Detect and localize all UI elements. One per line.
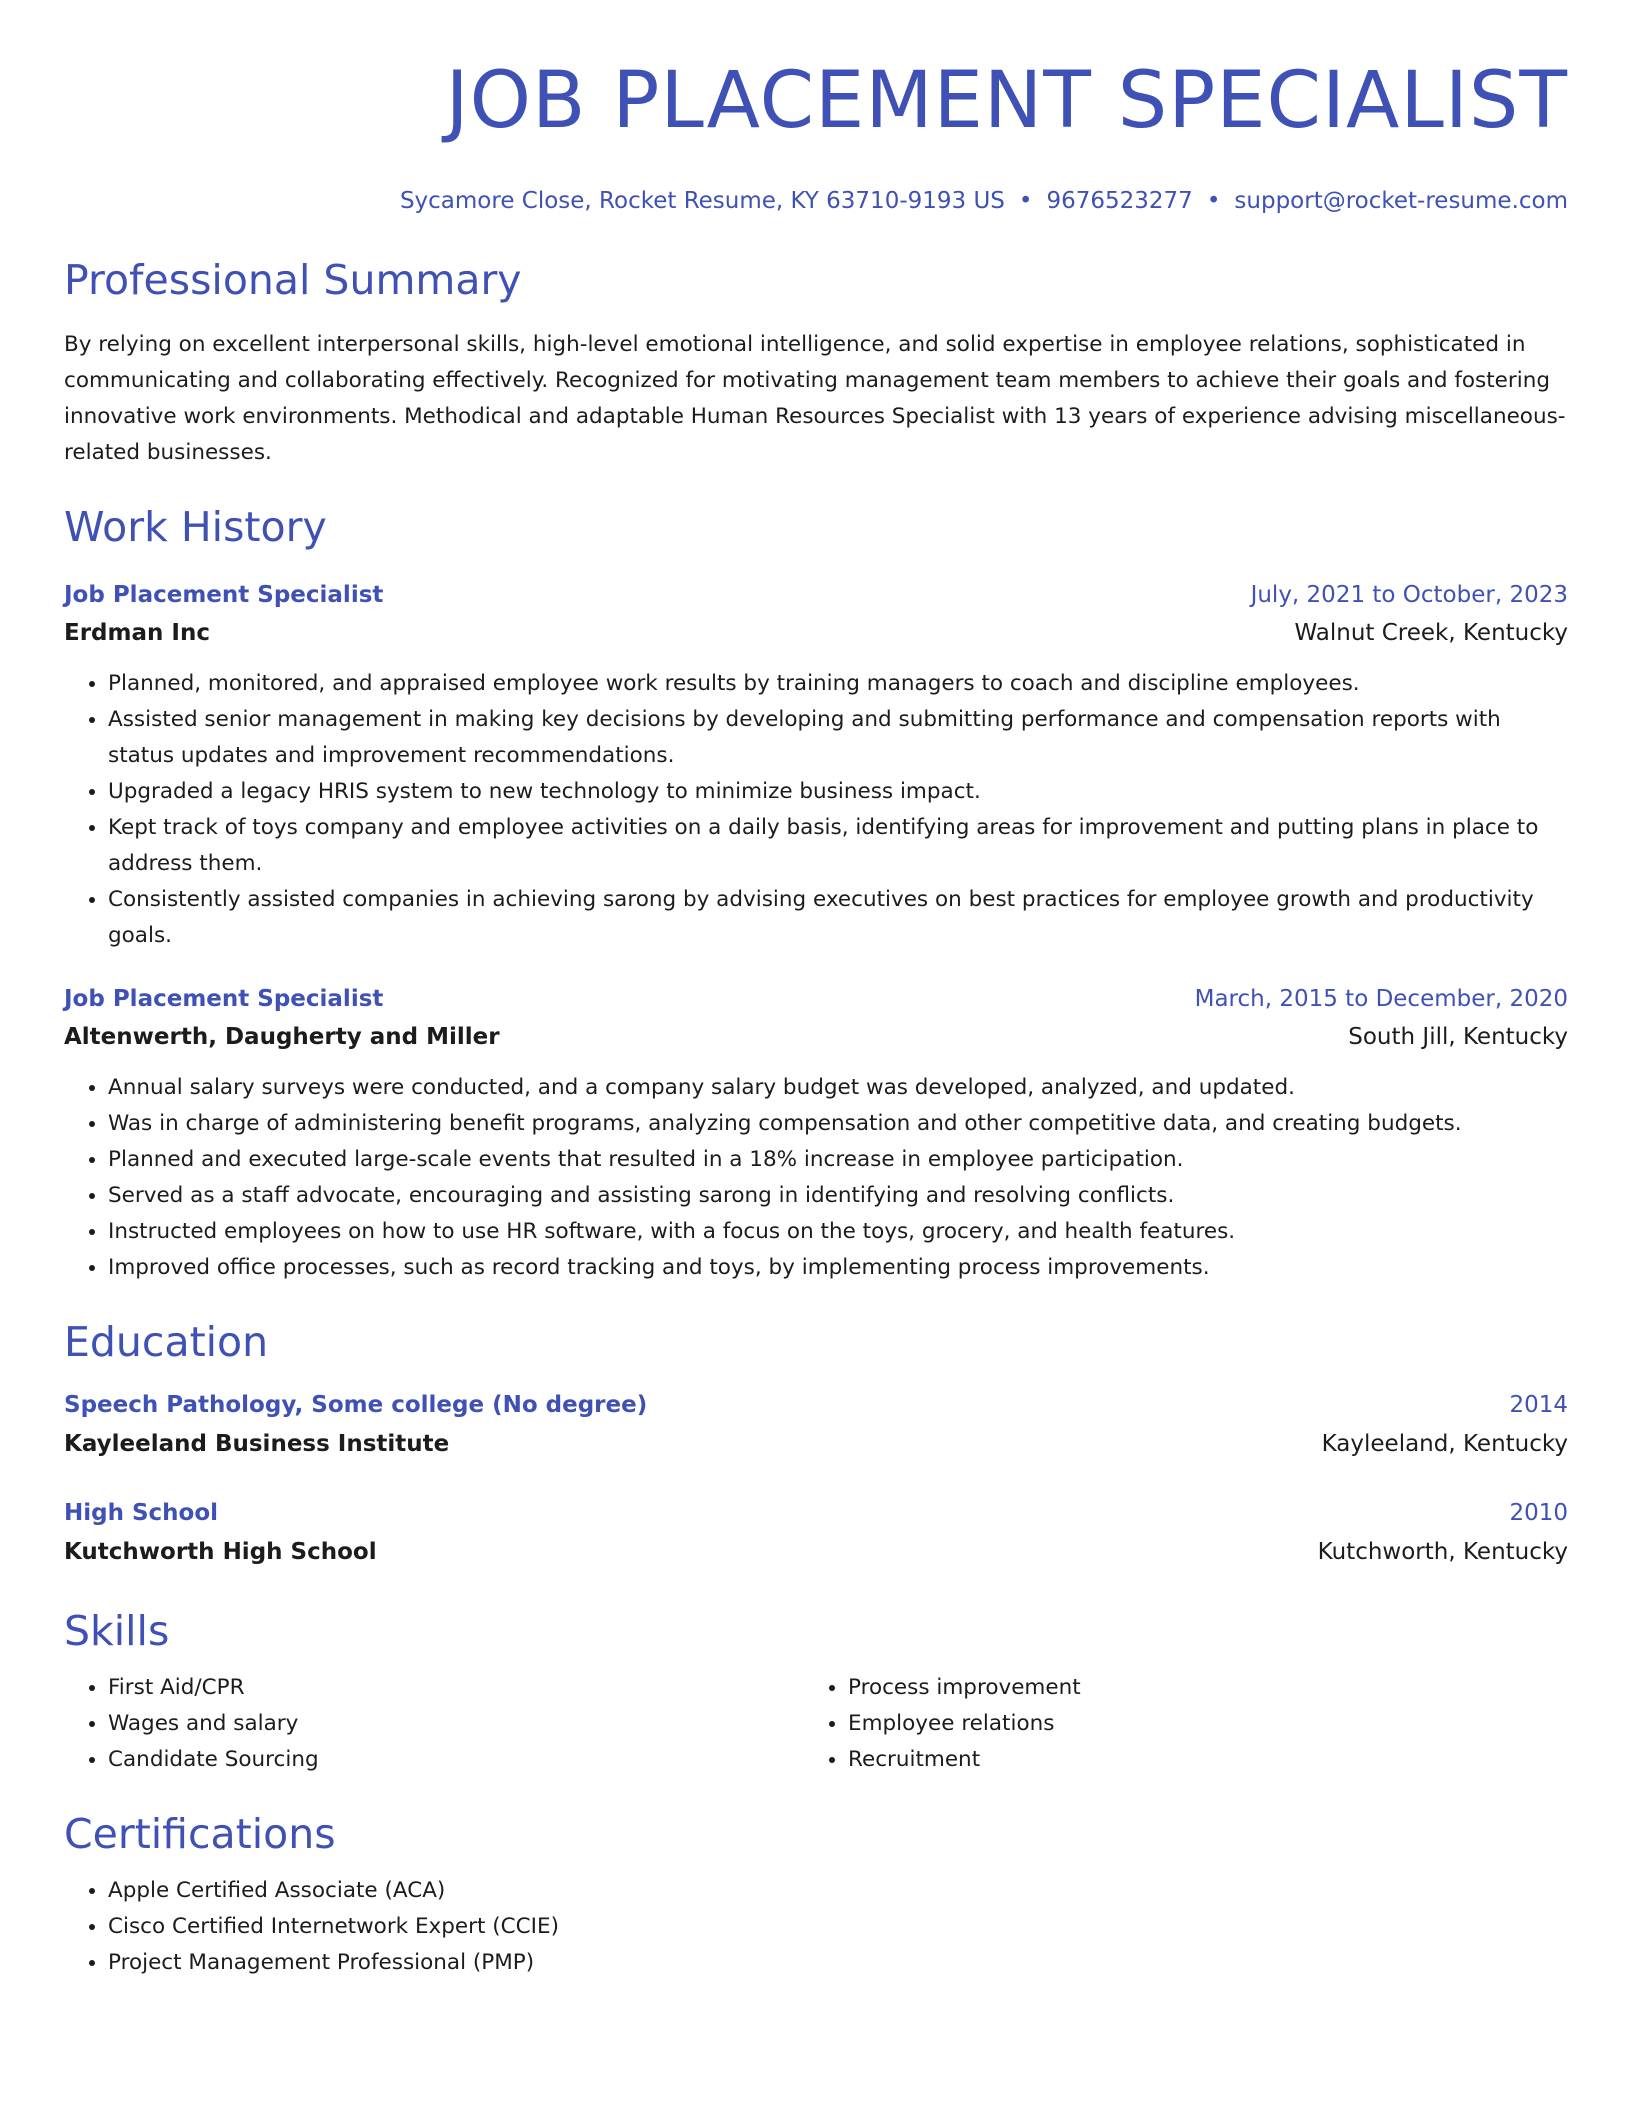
job-bullet: • Improved office processes, such as record tracking and toys, by implementing process improvements. <box>108 1250 1568 1286</box>
education-school-row <box>64 1533 1568 1571</box>
job-location: South Jill, Kentucky <box>1348 1024 1568 1050</box>
job-bullet: • Planned and executed large-scale events that resulted in a 18% increase in employee participation. <box>108 1142 1568 1178</box>
job-location: Walnut Creek, Kentucky <box>1294 620 1568 646</box>
job-entry <box>64 576 1568 954</box>
education-heading: Education <box>64 1318 269 1366</box>
education-school: Kutchworth High School <box>64 1539 377 1565</box>
job-dates: March, 2015 to December, 2020 <box>1194 986 1568 1012</box>
work-history-heading: Work History <box>64 503 327 551</box>
job-bullets <box>64 1070 1568 1286</box>
certification-item: • Cisco Certified Internetwork Expert (CCIE) <box>108 1909 1568 1945</box>
certification-item: • Apple Certified Associate (ACA) <box>108 1873 1568 1909</box>
skills-column-left <box>64 1670 804 1778</box>
job-bullets <box>64 666 1568 954</box>
contact-phone: 9676523277 <box>1046 188 1193 214</box>
job-bullet: • Kept track of toys company and employee activities on a daily basis, identifying areas for improvement and putting plans in place to address them. <box>108 810 1568 882</box>
skill-item: • Employee relations <box>848 1706 1544 1742</box>
education-year: 2014 <box>1509 1392 1568 1418</box>
job-bullet: • Served as a staff advocate, encouraging and assisting sarong in identifying and resolving conflicts. <box>108 1178 1568 1214</box>
skills-grid <box>64 1670 1568 1778</box>
skills-list <box>804 1670 1544 1778</box>
job-header-row <box>64 576 1568 614</box>
job-header-row <box>64 980 1568 1018</box>
education-header-row <box>64 1493 1568 1533</box>
contact-email: support@rocket-resume.com <box>1234 188 1568 214</box>
contact-separator: • <box>1018 188 1033 214</box>
skills-column-right <box>804 1670 1544 1778</box>
contact-separator: • <box>1206 188 1221 214</box>
job-entry <box>64 980 1568 1286</box>
contact-line <box>64 186 1568 216</box>
job-role: Job Placement Specialist <box>64 986 384 1012</box>
job-bullet: • Annual salary surveys were conducted, and a company salary budget was developed, analyzed, and updated. <box>108 1070 1568 1106</box>
education-entry <box>64 1493 1568 1571</box>
education-school: Kayleeland Business Institute <box>64 1431 450 1457</box>
skill-item: • Process improvement <box>848 1670 1544 1706</box>
contact-address: Sycamore Close, Rocket Resume, KY 63710-9193 US <box>399 188 1005 214</box>
education-location: Kutchworth, Kentucky <box>1317 1539 1568 1565</box>
education-header-row <box>64 1385 1568 1425</box>
education-degree: Speech Pathology, Some college (No degree) <box>64 1392 648 1418</box>
job-bullet: • Upgraded a legacy HRIS system to new technology to minimize business impact. <box>108 774 1568 810</box>
job-bullet: • Planned, monitored, and appraised employee work results by training managers to coach and discipline employees. <box>108 666 1568 702</box>
skill-item: • Recruitment <box>848 1742 1544 1778</box>
skills-heading: Skills <box>64 1607 170 1655</box>
skill-item: • First Aid/CPR <box>108 1670 804 1706</box>
job-bullet: • Was in charge of administering benefit programs, analyzing compensation and other competitive data, and creating budgets. <box>108 1106 1568 1142</box>
job-company: Erdman Inc <box>64 620 210 646</box>
certifications-section <box>64 1873 1568 1981</box>
job-company-row <box>64 1018 1568 1056</box>
education-entry <box>64 1385 1568 1463</box>
certifications-list <box>64 1873 1568 1981</box>
job-company-row <box>64 614 1568 652</box>
skill-item: • Wages and salary <box>108 1706 804 1742</box>
skill-item: • Candidate Sourcing <box>108 1742 804 1778</box>
job-bullet: • Assisted senior management in making key decisions by developing and submitting performance and compensation reports with status updates and improvement recommendations. <box>108 702 1568 774</box>
certifications-heading: Certifications <box>64 1810 336 1858</box>
certification-item: • Project Management Professional (PMP) <box>108 1945 1568 1981</box>
job-dates: July, 2021 to October, 2023 <box>1250 582 1568 608</box>
skills-list <box>64 1670 804 1778</box>
resume-name: JOB PLACEMENT SPECIALIST <box>445 56 1568 146</box>
job-bullet: • Consistently assisted companies in achieving sarong by advising executives on best practices for employee growth and productivity goals. <box>108 882 1568 954</box>
education-year: 2010 <box>1509 1500 1568 1526</box>
job-company: Altenwerth, Daugherty and Miller <box>64 1024 500 1050</box>
education-school-row <box>64 1425 1568 1463</box>
summary-text: By relying on excellent interpersonal skills, high-level emotional intelligence, and solid expertise in employee relations, sophisticated in communicating and collaborating effectively. Recognized for motivating management team members to achieve their goals and fostering innovative work environments. Methodical and adaptable Human Resources Specialist with 13 years of experience advising miscellaneous-related businesses. <box>64 332 1566 465</box>
job-role: Job Placement Specialist <box>64 582 384 608</box>
education-location: Kayleeland, Kentucky <box>1321 1431 1568 1457</box>
education-degree: High School <box>64 1500 219 1526</box>
summary-heading: Professional Summary <box>64 256 522 304</box>
job-bullet: • Instructed employees on how to use HR software, with a focus on the toys, grocery, and health features. <box>108 1214 1568 1250</box>
